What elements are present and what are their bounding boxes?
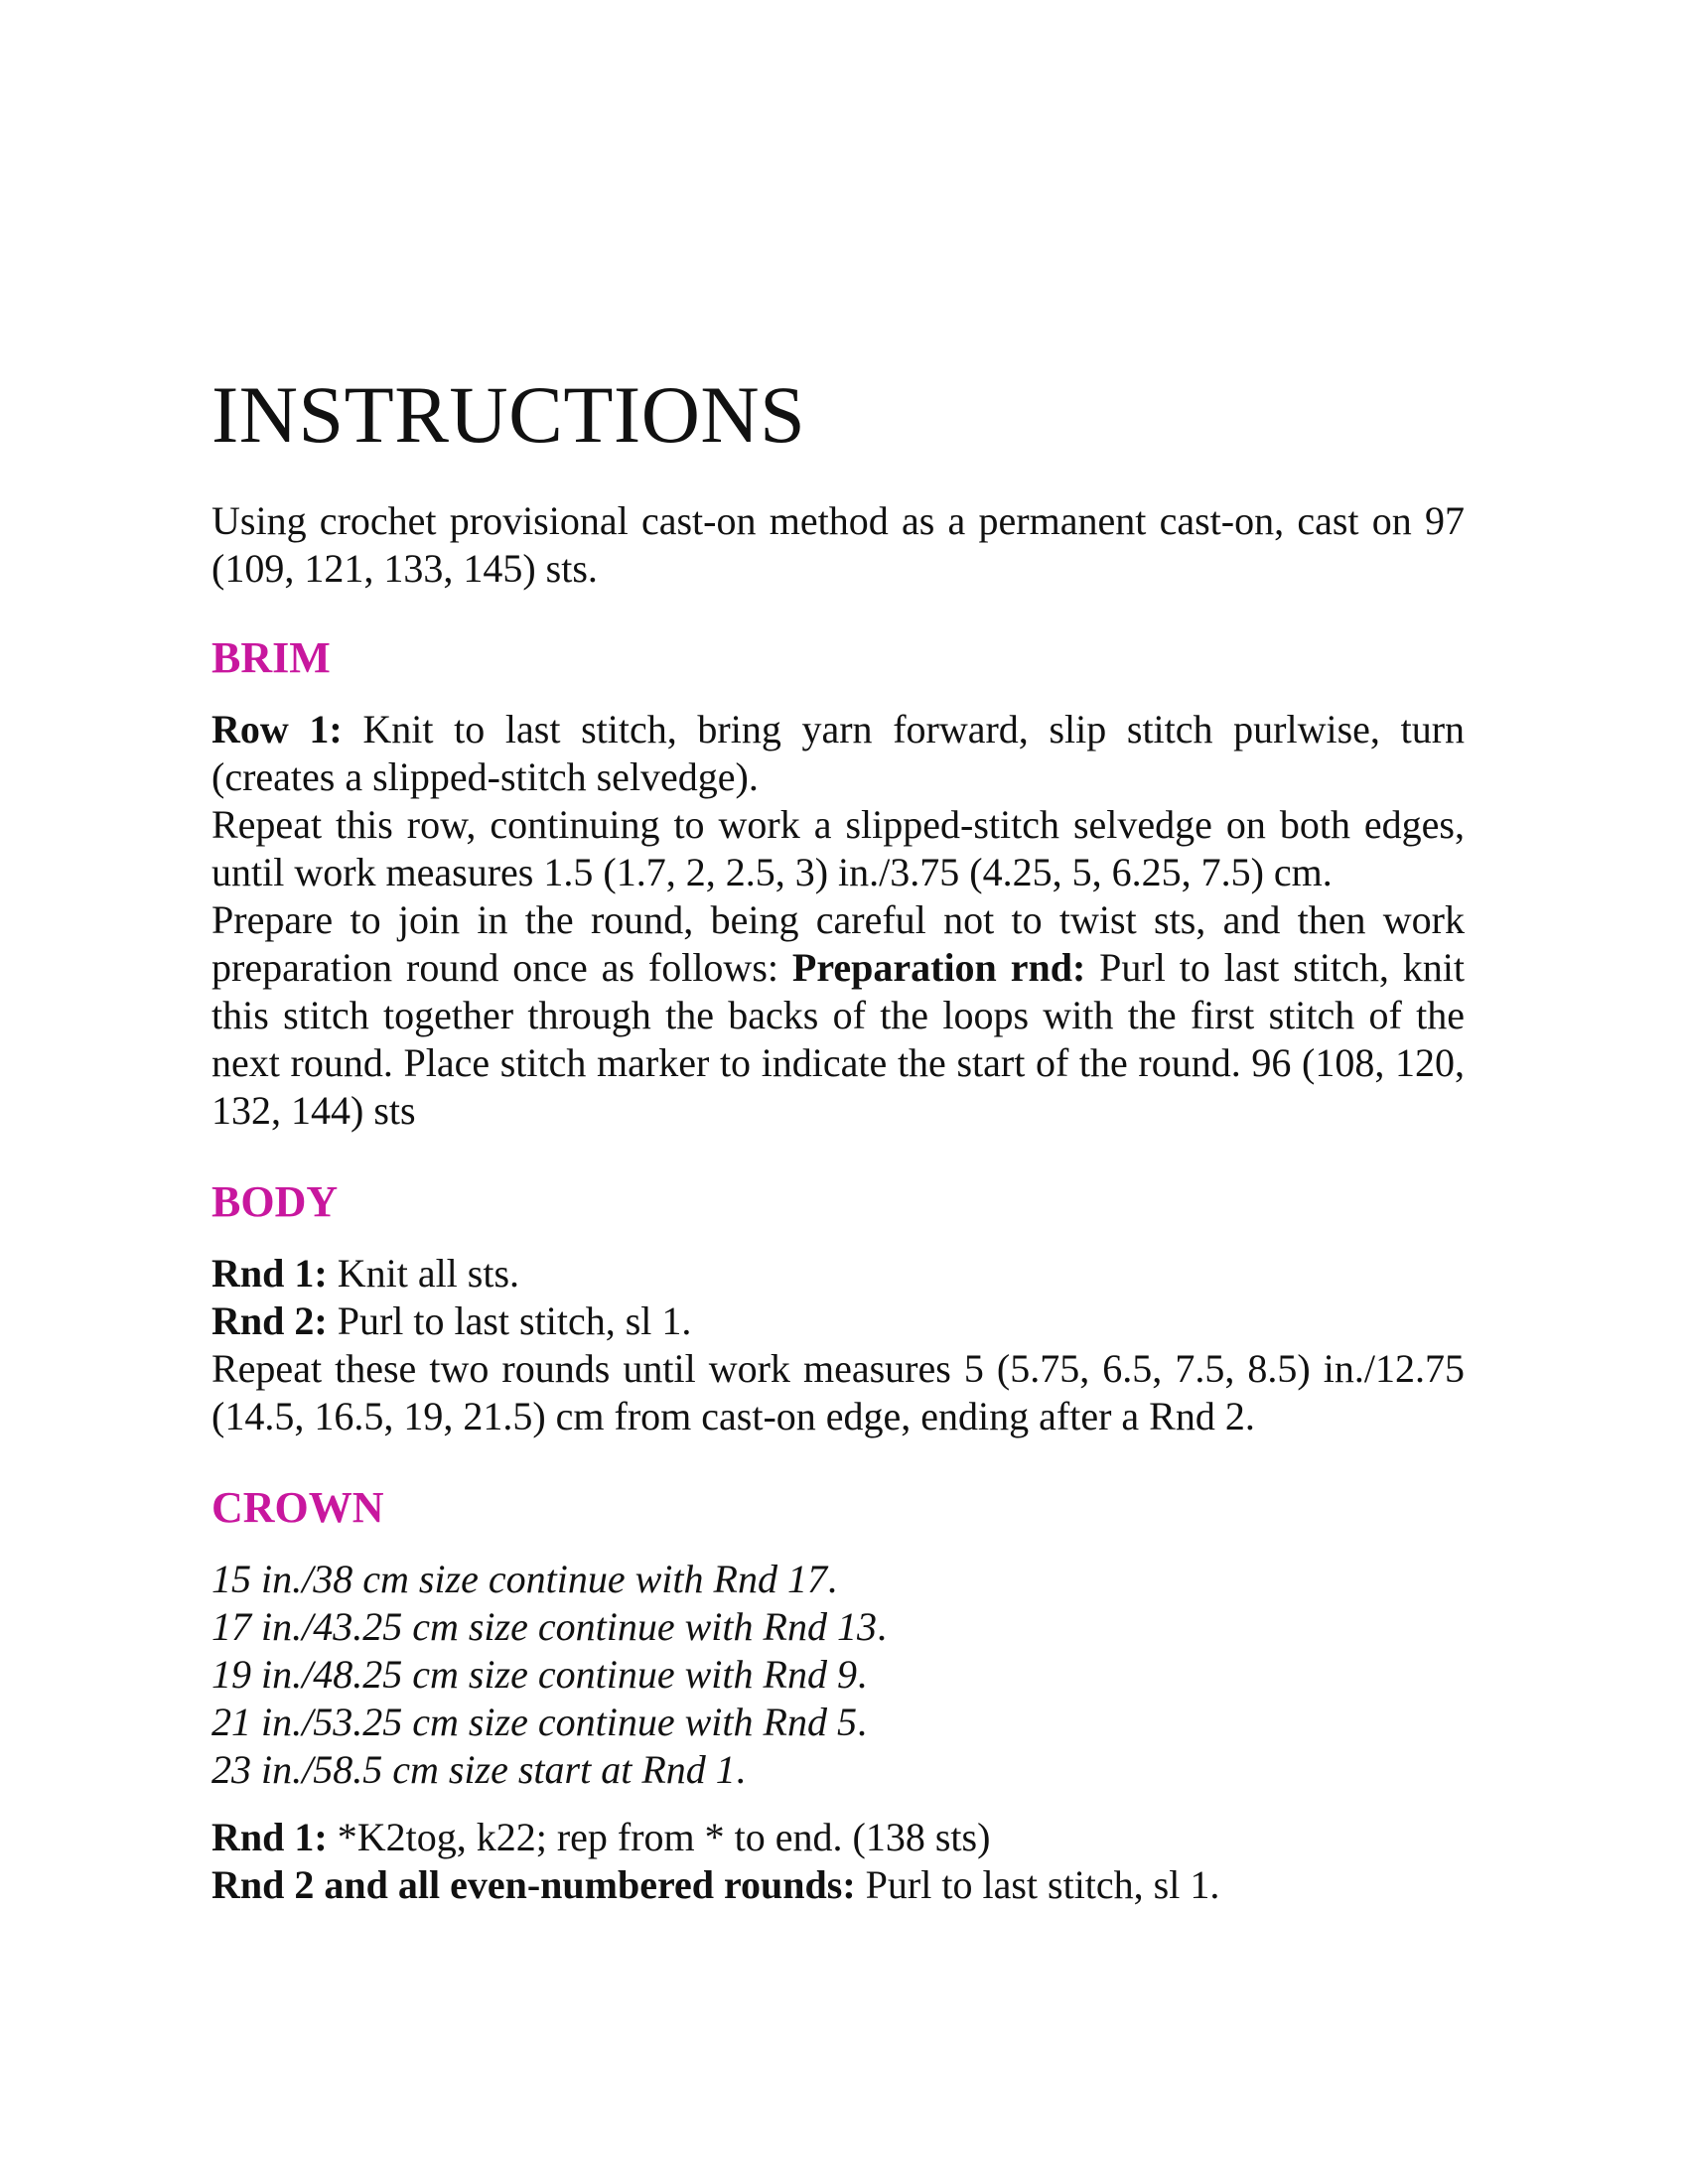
crown-note: [211, 1699, 1465, 1746]
preparation-rnd-text: Purl to last stitch, knit this stitch together through the backs of the loops with the first stitch of the next round. Place stitch marker to indicate the start of the round. 96 (108, 120, 132, 144) sts: [211, 945, 1466, 1133]
crown-note-end: .: [735, 1747, 746, 1792]
crown-note-text: 21 in./53.25 cm size continue with Rnd 5: [211, 1700, 857, 1744]
intro-paragraph: Using crochet provisional cast-on method as a permanent cast-on, cast on 97 (109, 121, 133, 145) sts.: [211, 498, 1465, 591]
body-rnd-1-text: Knit all sts.: [327, 1251, 520, 1296]
page-title: INSTRUCTIONS: [211, 369, 806, 460]
body-repeat-paragraph: Repeat these two rounds until work measures 5 (5.75, 6.5, 7.5, 8.5) in./12.75 (14.5, 16.5, 19, 21.5) cm from cast-on edge, ending after a Rnd 2.: [211, 1346, 1465, 1438]
brim-repeat-paragraph: Repeat this row, continuing to work a slipped-stitch selvedge on both edges, until work measures 1.5 (1.7, 2, 2.5, 3) in./3.75 (4.25, 5, 6.25, 7.5) cm.: [211, 802, 1465, 894]
crown-note: [211, 1651, 1465, 1699]
crown-note-text: 15 in./38 cm size continue with Rnd 17: [211, 1557, 827, 1601]
body-rnd-2-text: Purl to last stitch, sl 1.: [327, 1298, 692, 1343]
crown-note-text: 23 in./58.5 cm size start at Rnd 1: [211, 1747, 736, 1792]
body-rnd-2: [211, 1297, 1465, 1345]
crown-note-end: .: [856, 1700, 867, 1744]
crown-rnd-1-label: Rnd 1:: [211, 1815, 328, 1859]
crown-rnd-1: [211, 1814, 1465, 1861]
body-rnd-1: [211, 1250, 1465, 1297]
brim-row-1-label: Row 1:: [211, 707, 343, 751]
crown-rnd-1-text: *K2tog, k22; rep from * to end. (138 sts): [327, 1815, 991, 1859]
crown-note-text: 17 in./43.25 cm size continue with Rnd 13: [211, 1604, 877, 1649]
section-heading-brim: BRIM: [211, 633, 331, 682]
crown-rnd-2-label: Rnd 2 and all even-numbered rounds:: [211, 1862, 856, 1907]
body-section: [211, 1250, 1465, 1440]
brim-prepare-paragraph: [211, 896, 1465, 1135]
section-heading-crown: CROWN: [211, 1483, 384, 1532]
crown-rnd-2: [211, 1861, 1465, 1909]
crown-size-notes: [211, 1556, 1465, 1794]
brim-row-1: [211, 706, 1465, 801]
preparation-rnd-label: Preparation rnd:: [791, 945, 1086, 990]
crown-note: [211, 1746, 1465, 1794]
crown-note: [211, 1556, 1465, 1603]
brim-prepare-text: Prepare to join in the round, being careful not to twist sts, and then work preparation round once as follows:: [211, 897, 1465, 990]
section-heading-body: BODY: [211, 1177, 339, 1226]
crown-rounds: [211, 1814, 1465, 1909]
instructions-page: [211, 367, 1465, 1909]
crown-note-end: .: [876, 1604, 887, 1649]
crown-note: [211, 1603, 1465, 1651]
body-rnd-2-label: Rnd 2:: [211, 1298, 328, 1343]
crown-rnd-2-text: Purl to last stitch, sl 1.: [855, 1862, 1220, 1907]
crown-note-end: .: [826, 1557, 837, 1601]
brim-section: [211, 706, 1465, 1135]
brim-row-1-text: Knit to last stitch, bring yarn forward, slip stitch purlwise, turn (creates a slipped-stitch selvedge).: [211, 707, 1466, 799]
crown-note-end: .: [856, 1652, 867, 1697]
crown-note-text: 19 in./48.25 cm size continue with Rnd 9: [211, 1652, 857, 1697]
body-rnd-1-label: Rnd 1:: [211, 1251, 328, 1296]
